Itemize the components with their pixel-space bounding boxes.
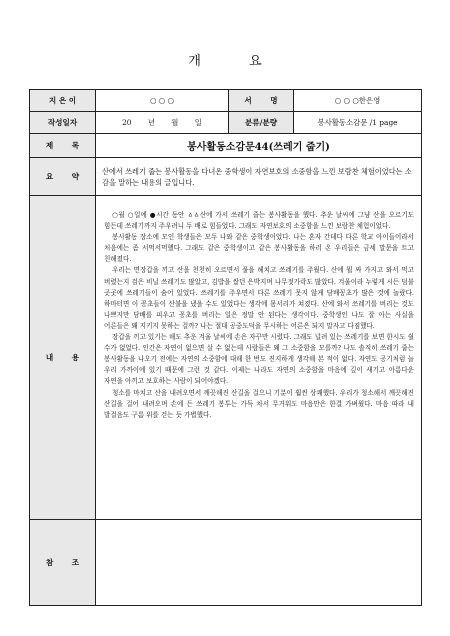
summary-row: [30, 158, 422, 196]
author-value: ○ ○ ○: [96, 90, 229, 112]
category-value: 봉사활동소감문 /1 page: [294, 112, 422, 134]
author-row: [30, 90, 422, 112]
reference-value: [96, 520, 422, 606]
document-title: 개 요: [188, 54, 284, 69]
signature-label: 서 명: [229, 90, 294, 112]
content-row: [30, 196, 422, 520]
subject-label: 제 목: [30, 134, 96, 158]
content-paragraph: 청소를 마치고 산을 내려오면서 깨끗해진 산길을 걸으니 기분이 훨씬 상쾌했다. 우리가 청소해서 깨끗해진 산길을 걸어 내려오며 손에 든 쓰레기 봉투는 가득 차서 무거워도 마음만은 한결 가벼웠다. 마음 따라 내 발걸음도 구름 위를 걷는 듯 가볍했다.: [104, 388, 414, 419]
content-paragraph: ○월 ○일에 ●시간 동안 ㅿㅿ산에 가서 쓰레기 줍는 봉사활동을 했다. 추운 날씨에 그냥 산을 오르기도 힘든데 쓰레기까지 주우려니 두 배로 힘들었다. 그래도 자연보호의 소중함을 느낀 보람찬 체험이었다.: [104, 211, 414, 231]
summary-label: 요 약: [30, 158, 96, 196]
date-label: 작성일자: [30, 112, 96, 134]
reference-row: [30, 520, 422, 606]
content-label: 내 용: [30, 196, 96, 520]
date-row: [30, 112, 422, 134]
signature-value: ○ ○ ○한은영: [294, 90, 422, 112]
content-paragraph: 장갑을 끼고 있기는 해도 추운 겨울 날씨에 손은 자꾸만 시렸다. 그래도 널려 있는 쓰레기를 보면 한시도 쉴 수가 없었다. 인간은 자연이 없으면 살 수 없는데 사람들은 왜 그 소중함을 모를까? 나도 솔직히 쓰레기 줍는 봉사활동을 나오기 전에는 자연의 소중함에 대해 한 번도 진지하게 생각해 본 적이 없다. 자연도 공기처럼 늘 우리 가까이에 있기 때문에 그런 것 같다. 이제는 나라도 자연의 소중함을 마음에 깊이 새기고 아름다운 자연을 아끼고 보호하는 사람이 되어야겠다.: [104, 333, 414, 386]
summary-form-table: [29, 89, 422, 606]
content-paragraph: 우리는 면장갑을 끼고 산을 천천히 오르면서 풀을 헤치고 쓰레기를 주웠다. 산에 뭘 싸 가지고 와서 먹고 버렸는지 검은 비닐 쓰레기도 많았고, 김밥을 쌌던 은박지며 나무젓가락도 많았다. 겨울이라 누렇게 시든 덤불 곳곳에 쓰레기들이 숨어 있었다. 쓰레기를 주우면서 다른 쓰레기 못지 않게 담배꽁초가 많은 것에 놀랐다. 하마터면 이 꽁초들이 산불을 냈을 수도 있었다는 생각에 몸서리가 쳐졌다. 산에 와서 쓰레기를 버리는 것도 나쁘지만 담배를 피우고 꽁초를 버리는 일은 정말 안 된다는 생각이다. 중학생인 나도 잘 아는 사실을 어른들은 왜 지키지 못하는 걸까? 나는 절대 공중도덕을 무시하는 어른은 되지 말자고 다짐했다.: [104, 266, 414, 330]
content-body: [96, 196, 422, 520]
summary-value: 산에서 쓰레기 줍는 봉사활동을 다녀온 중학생이 자연보호의 소중함을 느낀 보람찬 체험이었다는 소감을 말하는 내용의 글입니다.: [96, 158, 422, 196]
date-value: 20 년 월 일: [96, 112, 229, 134]
subject-value: 봉사활동소감문44(쓰레기 줍기): [96, 134, 422, 158]
subject-row: [30, 134, 422, 158]
author-label: 지 은 이: [30, 90, 96, 112]
reference-label: 참 조: [30, 520, 96, 606]
category-label: 분류/분량: [229, 112, 294, 134]
content-paragraph: 봉사활동 장소에 모인 학생들은 모두 나와 같은 중학생이었다. 나는 혼자 간데다 다른 학교 아이들이라서 처음에는 좀 서먹서먹했다. 그래도 같은 중학생이고 같은 봉사활동을 하러 온 우리들은 금세 말문을 트고 친해졌다.: [104, 233, 414, 264]
